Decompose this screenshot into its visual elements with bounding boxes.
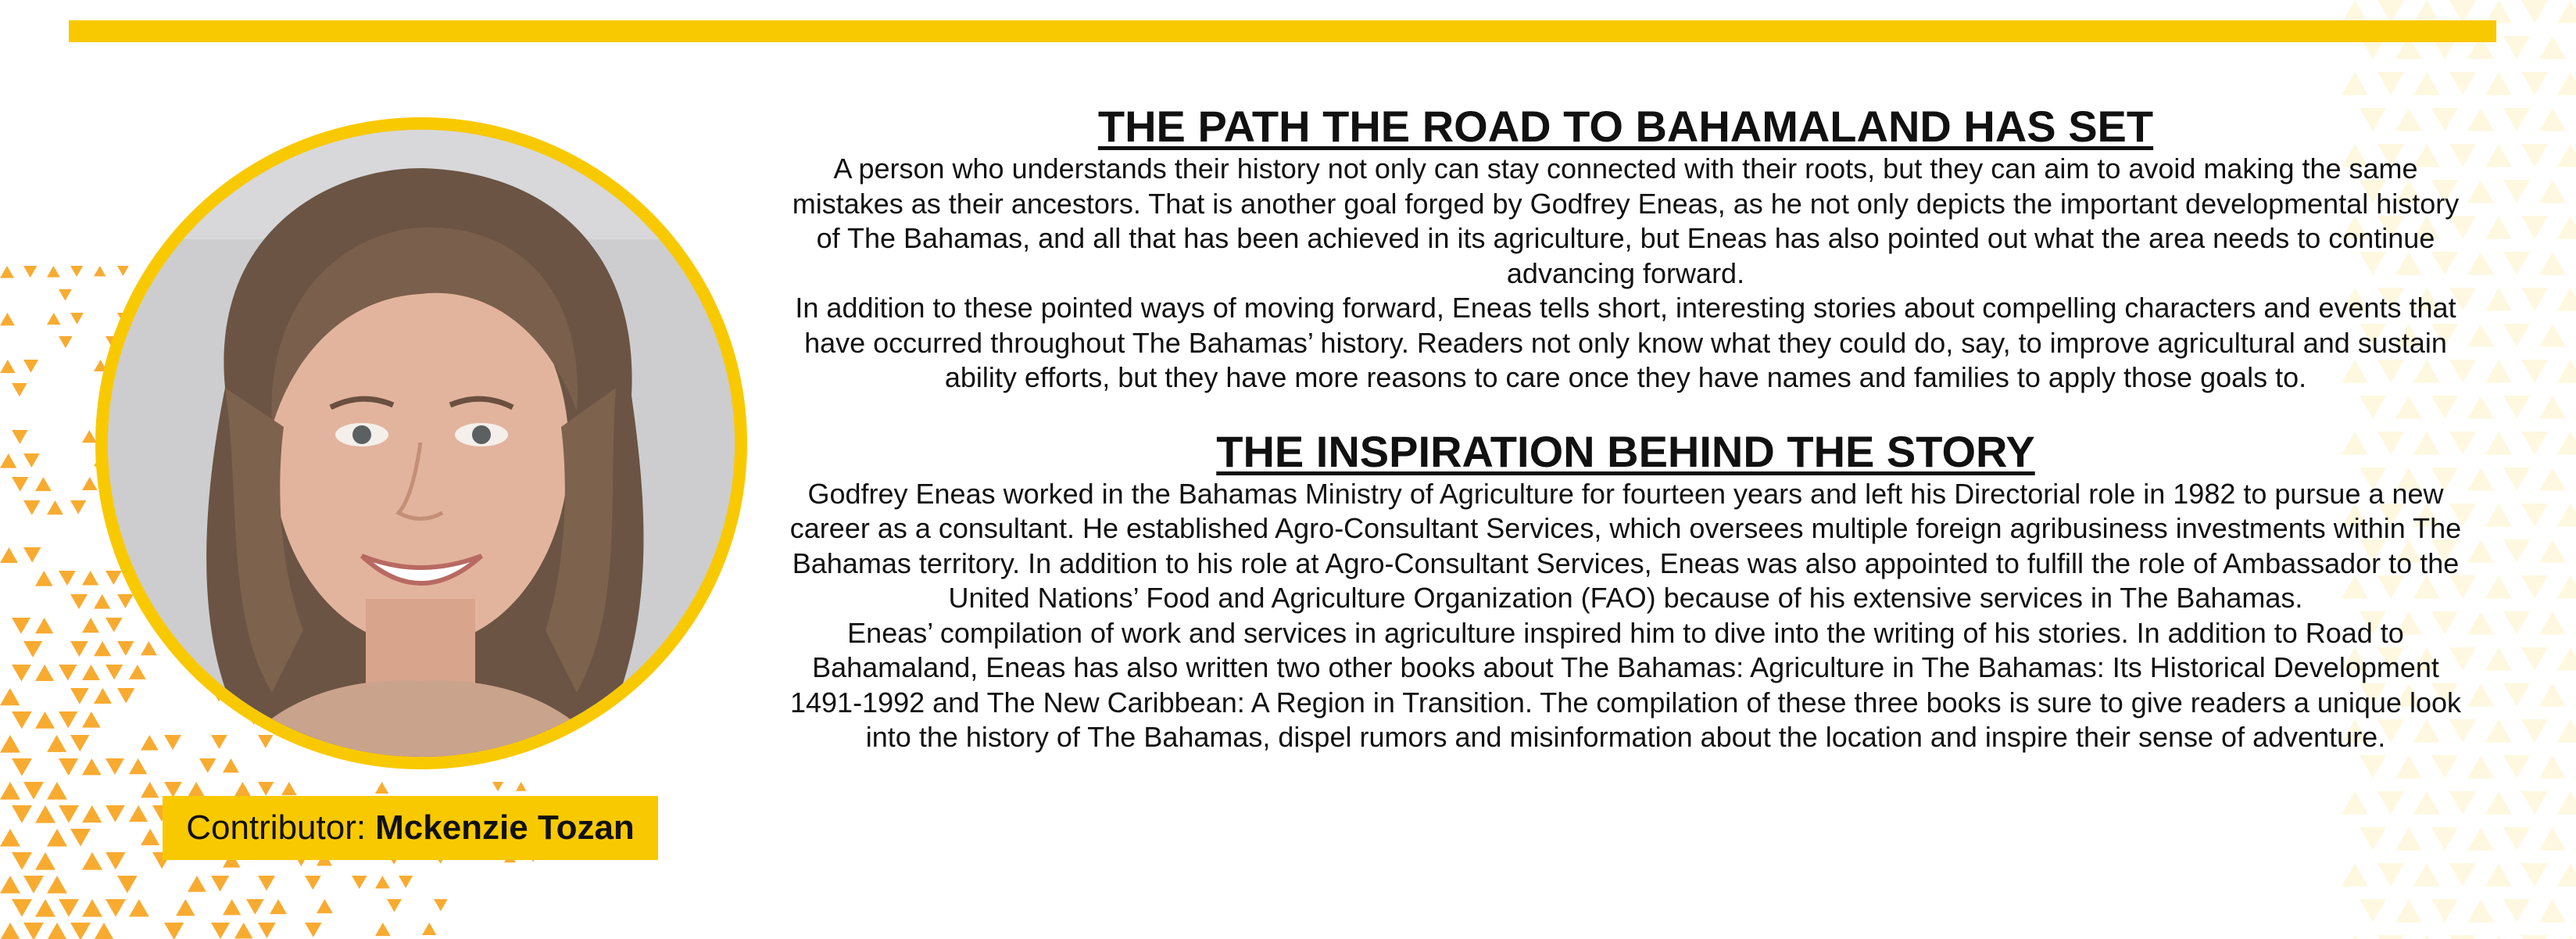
triangle-shape — [82, 665, 100, 680]
triangle-shape — [106, 899, 126, 917]
triangle-shape — [2503, 36, 2530, 59]
triangle-shape — [2557, 432, 2576, 455]
triangle-shape — [141, 641, 157, 655]
triangle-shape — [94, 688, 112, 704]
triangle-shape — [2431, 827, 2458, 851]
triangle-shape — [2539, 539, 2566, 563]
triangle-shape — [2503, 180, 2530, 203]
triangle-shape — [2395, 36, 2422, 59]
section-heading: THE INSPIRATION BEHIND THE STORY — [1216, 426, 2035, 476]
triangle-shape — [70, 313, 84, 324]
triangle-shape — [2557, 72, 2576, 95]
triangle-shape — [94, 923, 114, 939]
section-paragraph: In addition to these pointed ways of moving forward, Eneas tells short, interesting stories about compelling characters and events that have occurred throughout The Bahamas’ history. Readers not only know what they could do, say, to improve agricultural and sustain ability efforts, but they have more reasons to care once they have names and families to apply those goals to. — [795, 292, 2456, 393]
triangle-shape — [2539, 899, 2566, 923]
triangle-shape — [0, 360, 16, 373]
triangle-shape — [12, 758, 32, 776]
triangle-shape — [0, 876, 20, 894]
triangle-shape — [2521, 144, 2548, 167]
triangle-shape — [2342, 0, 2368, 23]
triangle-shape — [2539, 755, 2566, 779]
triangle-shape — [70, 594, 88, 609]
triangle-shape — [2557, 935, 2576, 939]
triangle-shape — [2521, 288, 2548, 311]
triangle-shape — [2557, 216, 2576, 239]
triangle-shape — [188, 876, 206, 892]
triangle-shape — [399, 876, 413, 888]
triangle-shape — [117, 594, 134, 608]
triangle-shape — [2485, 647, 2512, 671]
section-paragraph: Eneas’ compilation of work and services in agriculture inspired him to dive into the writing of his stories. In addition to Road to Bahamaland, Eneas has also written two other books about The Bahamas: Agriculture in The Bahamas: Its Historical Development 1491-1992 and The New Caribbean: A Region in Transition. The compilation of these three books is sure to give readers a unique look into the history of The Bahamas, dispel rumors and misinformation about the location and inspire their sense of adventure. — [789, 616, 2461, 753]
triangle-shape — [2503, 252, 2530, 275]
triangle-shape — [375, 782, 388, 794]
triangle-shape — [2449, 0, 2476, 23]
triangle-shape — [35, 711, 55, 729]
triangle-shape — [70, 735, 89, 751]
triangle-shape — [2539, 827, 2566, 851]
section-path — [782, 102, 2470, 396]
triangle-shape — [223, 758, 239, 772]
triangle-shape — [2377, 791, 2404, 815]
triangle-shape — [164, 923, 184, 939]
triangle-shape — [2431, 36, 2458, 59]
triangle-shape — [2431, 899, 2458, 923]
triangle-shape — [2557, 575, 2576, 599]
triangle-shape — [141, 782, 159, 797]
triangle-shape — [2503, 468, 2530, 491]
triangle-shape — [12, 665, 31, 682]
triangle-shape — [164, 782, 182, 797]
triangle-shape — [35, 805, 55, 823]
triangle-shape — [2503, 324, 2530, 347]
triangle-shape — [223, 899, 241, 915]
triangle-shape — [2521, 216, 2548, 239]
triangle-shape — [23, 782, 44, 800]
triangle-shape — [176, 899, 195, 916]
triangle-shape — [0, 735, 20, 753]
triangle-shape — [2467, 324, 2494, 347]
triangle-shape — [59, 336, 73, 348]
triangle-shape — [2395, 827, 2422, 851]
triangle-shape — [2467, 396, 2494, 419]
triangle-shape — [2557, 863, 2576, 887]
triangle-shape — [35, 571, 52, 586]
triangle-shape — [59, 805, 79, 823]
triangle-shape — [106, 665, 123, 679]
triangle-shape — [23, 360, 38, 373]
triangle-shape — [117, 688, 134, 703]
triangle-shape — [2521, 935, 2548, 939]
triangle-shape — [2485, 935, 2512, 939]
triangle-shape — [2557, 360, 2576, 383]
triangle-shape — [82, 899, 102, 917]
triangle-shape — [106, 758, 124, 775]
triangle-shape — [35, 899, 55, 917]
triangle-shape — [2449, 72, 2476, 95]
top-accent-bar — [69, 20, 2496, 42]
triangle-shape — [94, 641, 111, 656]
triangle-shape — [70, 829, 91, 847]
triangle-shape — [2342, 935, 2368, 939]
triangle-shape — [2413, 863, 2440, 887]
triangle-shape — [2539, 180, 2566, 203]
triangle-shape — [47, 313, 61, 324]
triangle-shape — [2413, 0, 2440, 23]
triangle-shape — [305, 923, 322, 937]
triangle-shape — [0, 453, 16, 468]
triangle-shape — [12, 618, 30, 634]
triangle-shape — [70, 641, 88, 657]
triangle-shape — [2539, 108, 2566, 131]
triangle-shape — [2485, 432, 2512, 455]
triangle-shape — [2395, 755, 2422, 779]
triangle-shape — [2377, 935, 2404, 939]
triangle-shape — [2539, 611, 2566, 635]
triangle-shape — [59, 899, 79, 917]
triangle-shape — [2467, 108, 2494, 131]
triangle-shape — [2485, 144, 2512, 167]
triangle-shape — [2557, 504, 2576, 527]
contributor-caption — [163, 796, 658, 860]
section-heading: THE PATH THE ROAD TO BAHAMALAND HAS SET — [1097, 102, 2154, 151]
triangle-shape — [246, 899, 264, 915]
triangle-shape — [47, 266, 60, 278]
contributor-name: Mckenzie Tozan — [375, 808, 635, 847]
triangle-shape — [70, 500, 86, 514]
triangle-shape — [375, 923, 391, 936]
triangle-shape — [59, 711, 77, 728]
triangle-shape — [47, 923, 67, 939]
contributor-photo-frame — [95, 117, 747, 769]
triangle-shape — [258, 923, 276, 938]
triangle-shape — [2467, 539, 2494, 563]
triangle-shape — [23, 266, 37, 278]
triangle-shape — [2360, 827, 2386, 851]
triangle-shape — [211, 923, 230, 939]
triangle-shape — [2485, 791, 2512, 815]
triangle-shape — [12, 852, 32, 870]
triangle-shape — [188, 782, 205, 797]
triangle-shape — [117, 876, 138, 893]
triangle-shape — [2503, 396, 2530, 419]
triangle-shape — [23, 641, 42, 658]
triangle-shape — [82, 852, 102, 870]
triangle-shape — [211, 735, 227, 749]
triangle-shape — [2557, 791, 2576, 815]
triangle-shape — [35, 477, 52, 491]
triangle-shape — [70, 266, 83, 277]
triangle-shape — [12, 477, 28, 492]
triangle-shape — [2539, 683, 2566, 707]
triangle-shape — [59, 665, 77, 680]
triangle-shape — [82, 618, 99, 633]
triangle-shape — [94, 594, 110, 609]
triangle-shape — [2539, 324, 2566, 347]
triangle-shape — [164, 735, 181, 750]
triangle-shape — [117, 266, 129, 276]
triangle-shape — [23, 547, 41, 562]
triangle-shape — [2342, 791, 2368, 815]
triangle-shape — [2485, 216, 2512, 239]
triangle-shape — [2413, 791, 2440, 815]
triangle-shape — [2521, 504, 2548, 527]
triangle-shape — [2342, 72, 2368, 95]
triangle-shape — [2377, 0, 2404, 23]
triangle-shape — [2360, 755, 2386, 779]
triangle-shape — [2539, 252, 2566, 275]
triangle-shape — [94, 266, 106, 276]
section-paragraph: A person who understands their history not only can stay connected with their roots, but they can aim to avoid making the same mistakes as their ancestors. That is another goal forged by Godfrey Eneas, as he not only depicts the important developmental history of The Bahamas, and all that has been achieved in its agriculture, but Eneas has also pointed out what the area needs to continue advancing forward. — [792, 152, 2460, 289]
triangle-shape — [2539, 468, 2566, 491]
triangle-shape — [82, 711, 101, 728]
triangle-shape — [0, 547, 18, 563]
triangle-shape — [2557, 647, 2576, 671]
triangle-shape — [0, 313, 15, 325]
triangle-shape — [2503, 108, 2530, 131]
triangle-shape — [0, 829, 20, 847]
triangle-shape — [141, 829, 159, 845]
triangle-shape — [258, 782, 274, 796]
triangle-shape — [234, 923, 252, 938]
triangle-shape — [317, 899, 333, 913]
article-content — [782, 102, 2470, 755]
triangle-shape — [2377, 72, 2404, 95]
triangle-shape — [106, 852, 126, 869]
triangle-shape — [352, 876, 367, 889]
triangle-shape — [12, 383, 27, 396]
triangle-shape — [2467, 755, 2494, 779]
section-inspiration — [782, 427, 2470, 755]
triangle-shape — [2342, 863, 2368, 887]
triangle-shape — [2413, 935, 2440, 939]
triangle-shape — [2413, 72, 2440, 95]
triangle-shape — [516, 782, 526, 791]
triangle-shape — [82, 758, 102, 775]
triangle-shape — [117, 641, 134, 656]
triangle-shape — [2449, 863, 2476, 887]
triangle-shape — [2503, 755, 2530, 779]
triangle-shape — [2557, 719, 2576, 743]
triangle-shape — [47, 829, 67, 847]
triangle-shape — [2503, 683, 2530, 707]
triangle-shape — [82, 571, 98, 585]
triangle-shape — [0, 688, 20, 705]
triangle-shape — [47, 876, 67, 894]
triangle-shape — [492, 782, 503, 791]
triangle-shape — [2395, 899, 2422, 923]
triangle-shape — [2539, 36, 2566, 59]
triangle-shape — [2521, 575, 2548, 599]
triangle-shape — [199, 758, 216, 773]
triangle-shape — [47, 735, 66, 752]
triangle-shape — [2360, 36, 2386, 59]
triangle-shape — [2485, 360, 2512, 383]
triangle-shape — [2467, 468, 2494, 491]
triangle-shape — [270, 899, 287, 914]
triangle-shape — [12, 430, 28, 444]
triangle-shape — [211, 876, 229, 891]
triangle-shape — [2521, 0, 2548, 23]
section-paragraph: Godfrey Eneas worked in the Bahamas Ministry of Agriculture for fourteen years and left his Directorial role in 1982 to pursue a new career as a consultant. He established Agro-Consultant Services, which oversees multiple foreign agribusiness investments within The Bahamas territory. In addition to his role at Agro-Consultant Services, Eneas was also appointed to fulfill the role of Ambassador to the United Nations’ Food and Agriculture Organization (FAO) because of his extensive services in The Bahamas. — [789, 477, 2462, 614]
triangle-shape — [82, 805, 102, 823]
triangle-shape — [2485, 288, 2512, 311]
triangle-shape — [23, 453, 40, 468]
triangle-shape — [422, 923, 436, 935]
triangle-shape — [2467, 827, 2494, 851]
triangle-shape — [129, 758, 147, 774]
triangle-shape — [0, 266, 14, 278]
triangle-shape — [2503, 539, 2530, 563]
triangle-shape — [2503, 827, 2530, 851]
triangle-shape — [2521, 647, 2548, 671]
triangle-shape — [2485, 504, 2512, 527]
triangle-shape — [2467, 611, 2494, 635]
triangle-shape — [35, 665, 54, 681]
triangle-shape — [234, 782, 251, 796]
triangle-shape — [2485, 575, 2512, 599]
triangle-shape — [129, 805, 148, 822]
triangle-shape — [106, 805, 125, 823]
triangle-shape — [82, 430, 97, 443]
triangle-shape — [47, 500, 63, 514]
triangle-shape — [23, 500, 41, 515]
triangle-shape — [70, 923, 91, 939]
triangle-shape — [2485, 719, 2512, 743]
triangle-shape — [258, 735, 273, 748]
triangle-shape — [258, 876, 275, 891]
triangle-shape — [106, 618, 122, 633]
triangle-shape — [375, 876, 390, 888]
contributor-photo — [108, 130, 735, 757]
triangle-shape — [2557, 288, 2576, 311]
triangle-shape — [2539, 396, 2566, 419]
triangle-shape — [281, 782, 297, 795]
triangle-shape — [2521, 360, 2548, 383]
triangle-shape — [2449, 791, 2476, 815]
triangle-shape — [2485, 863, 2512, 887]
triangle-shape — [2521, 863, 2548, 887]
triangle-shape — [35, 852, 55, 870]
triangle-shape — [387, 899, 402, 912]
triangle-shape — [35, 618, 53, 633]
triangle-shape — [2467, 252, 2494, 275]
triangle-shape — [434, 899, 448, 911]
triangle-shape — [2467, 683, 2494, 707]
triangle-shape — [2467, 36, 2494, 59]
triangle-shape — [0, 923, 20, 939]
triangle-shape — [23, 923, 44, 939]
triangle-shape — [2467, 180, 2494, 203]
triangle-shape — [141, 735, 159, 751]
triangle-shape — [2485, 72, 2512, 95]
triangle-shape — [70, 688, 89, 704]
triangle-shape — [12, 711, 32, 729]
triangle-shape — [2485, 0, 2512, 23]
triangle-shape — [2521, 72, 2548, 95]
triangle-shape — [47, 782, 67, 800]
triangle-shape — [59, 289, 72, 301]
triangle-shape — [2521, 791, 2548, 815]
triangle-shape — [2377, 863, 2404, 887]
triangle-shape — [0, 782, 20, 800]
triangle-shape — [2449, 935, 2476, 939]
triangle-shape — [2521, 432, 2548, 455]
triangle-shape — [106, 571, 122, 585]
triangle-shape — [82, 477, 98, 490]
triangle-shape — [23, 876, 44, 894]
triangle-shape — [2503, 611, 2530, 635]
triangle-shape — [2360, 899, 2386, 923]
triangle-shape — [2503, 899, 2530, 923]
triangle-shape — [305, 876, 321, 890]
triangle-shape — [12, 899, 32, 917]
triangle-shape — [12, 805, 32, 823]
triangle-shape — [59, 758, 78, 776]
triangle-shape — [2557, 144, 2576, 167]
triangle-shape — [129, 899, 149, 916]
triangle-shape — [2431, 755, 2458, 779]
triangle-shape — [2521, 719, 2548, 743]
triangle-shape — [2557, 0, 2576, 23]
triangle-shape — [2467, 899, 2494, 923]
contributor-label: Contributor: — [186, 808, 367, 847]
triangle-shape — [129, 665, 146, 679]
triangle-shape — [59, 571, 76, 586]
